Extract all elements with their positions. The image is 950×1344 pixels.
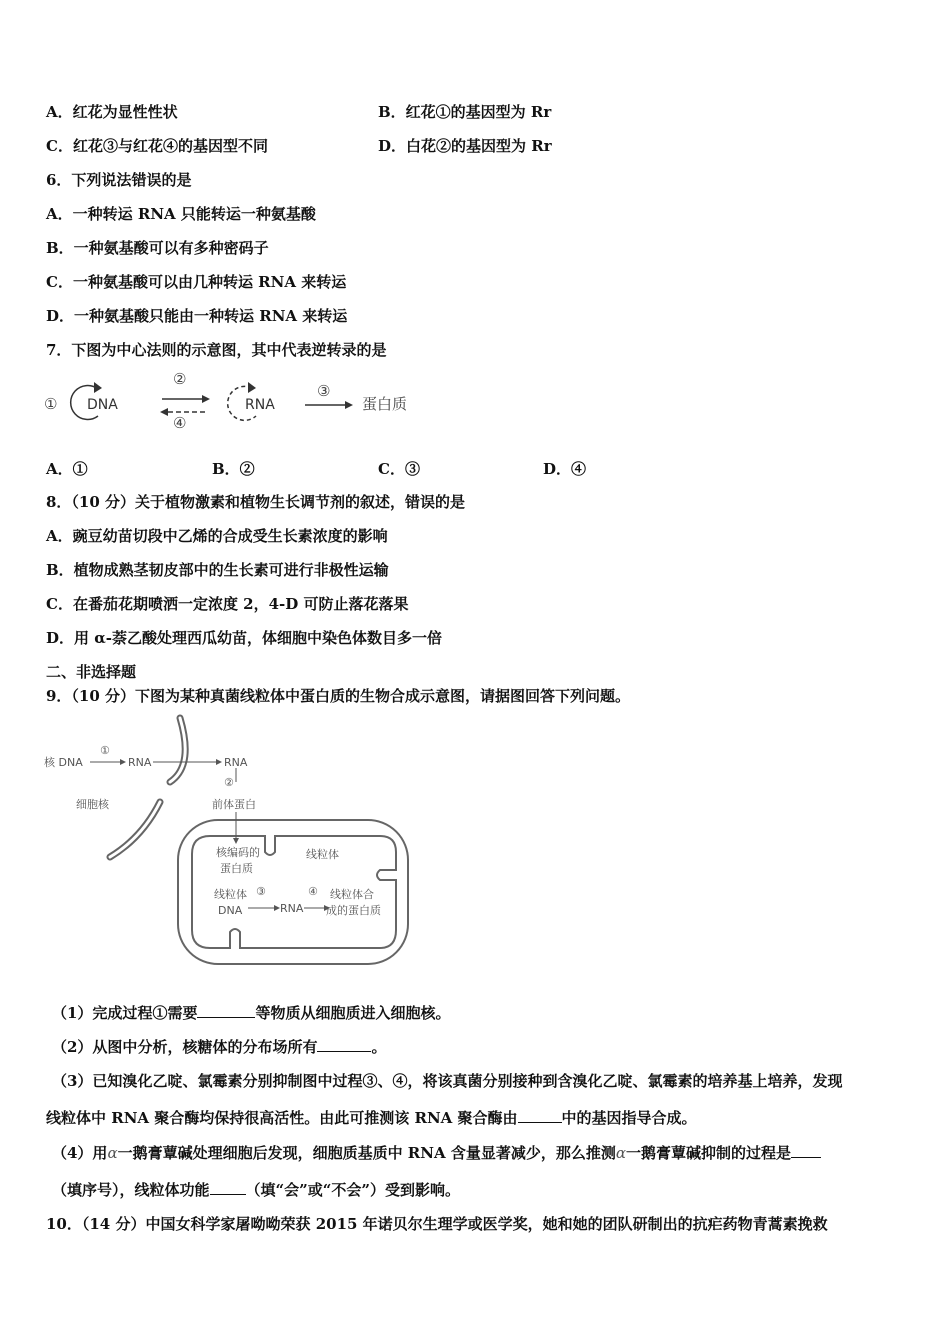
q9-part-3-line1: （3）已知溴化乙啶、氯霉素分别抑制图中过程③、④，将该真菌分别接种到含溴化乙啶、氯霉素的培养基上培养，发现 bbox=[52, 1072, 843, 1090]
label-precursor-protein: 前体蛋白 bbox=[212, 798, 256, 811]
q6-option-b: B．一种氨基酸可以有多种密码子 bbox=[46, 239, 269, 257]
label-1: ① bbox=[44, 395, 58, 413]
label-nucleus: 细胞核 bbox=[76, 798, 109, 811]
label-rna-3: RNA bbox=[280, 902, 304, 915]
section-heading: 二、非选择题 bbox=[46, 663, 137, 681]
q7-option-c: C．③ bbox=[378, 460, 420, 478]
q5-option-d: D．白花②的基因型为 Rr bbox=[378, 137, 552, 155]
label-process-2: ② bbox=[224, 776, 234, 789]
q8-option-a: A．豌豆幼苗切段中乙烯的合成受生长素浓度的影响 bbox=[46, 527, 388, 545]
q7-option-a: A．① bbox=[46, 460, 88, 478]
mitochondria-protein-synthesis-diagram bbox=[40, 712, 420, 977]
q9-part-2: （2）从图中分析，核糖体的分布场所有 。 bbox=[52, 1038, 387, 1056]
q5-option-c: C．红花③与红花④的基因型不同 bbox=[46, 137, 268, 155]
q6-option-d: D．一种氨基酸只能由一种转运 RNA 来转运 bbox=[46, 307, 348, 325]
q8-option-c: C．在番茄花期喷洒一定浓度 2，4-D 可防止落花落果 bbox=[46, 595, 409, 613]
label-rna-1: RNA bbox=[128, 756, 152, 769]
label-nuclear-dna: 核 DNA bbox=[44, 756, 83, 769]
label-3: ③ bbox=[317, 382, 331, 400]
replication-arrowhead bbox=[94, 382, 102, 393]
q7-stem: 7．下图为中心法则的示意图，其中代表逆转录的是 bbox=[46, 341, 387, 359]
q6-option-c: C．一种氨基酸可以由几种转运 RNA 来转运 bbox=[46, 273, 347, 291]
label-protein: 蛋白质 bbox=[362, 395, 408, 413]
label-2: ② bbox=[173, 370, 187, 388]
q8-option-d: D．用 α-萘乙酸处理西瓜幼苗，体细胞中染色体数目多一倍 bbox=[46, 629, 443, 647]
answer-blank-2[interactable] bbox=[317, 1037, 371, 1052]
q8-option-b: B．植物成熟茎韧皮部中的生长素可进行非极性运输 bbox=[46, 561, 389, 579]
answer-blank-1[interactable] bbox=[197, 1003, 255, 1018]
q6-option-a: A．一种转运 RNA 只能转运一种氨基酸 bbox=[46, 205, 316, 223]
label-mito-dna-2: DNA bbox=[218, 904, 243, 917]
label-nuclear-encoded-1: 核编码的 bbox=[216, 846, 260, 859]
q8-stem: 8．（10 分）关于植物激素和植物生长调节剂的叙述，错误的是 bbox=[46, 493, 466, 511]
label-process-3: ③ bbox=[256, 885, 266, 898]
q10-stem: 10．（14 分）中国女科学家屠呦呦荣获 2015 年诺贝尔生理学或医学奖，她和她的团队研制出的抗疟药物青蒿素挽救 bbox=[46, 1215, 828, 1233]
label-process-4: ④ bbox=[308, 885, 318, 898]
q6-stem: 6．下列说法错误的是 bbox=[46, 171, 192, 189]
central-dogma-diagram bbox=[40, 366, 440, 438]
label-4: ④ bbox=[173, 414, 187, 432]
nuclear-membrane-bottom bbox=[110, 802, 160, 857]
q7-option-d: D．④ bbox=[543, 460, 587, 478]
q5-option-b: B．红花①的基因型为 Rr bbox=[378, 103, 552, 121]
label-mito-dna-1: 线粒体 bbox=[214, 888, 247, 901]
q9-part-4-line2: （填序号），线粒体功能 （填“会”或“不会”）受到影响。 bbox=[52, 1181, 461, 1199]
label-mitochondrion: 线粒体 bbox=[306, 848, 339, 861]
q9-part-4-line1: （4）用α一鹅膏蕈碱处理细胞后发现，细胞质基质中 RNA 含量显著减少，那么推测α一鹅膏蕈碱抑制的过程是 bbox=[52, 1143, 821, 1163]
label-dna: DNA bbox=[87, 397, 118, 413]
answer-blank-4[interactable] bbox=[791, 1143, 821, 1158]
q9-stem: 9．（10 分）下图为某种真菌线粒体中蛋白质的生物合成示意图，请据图回答下列问题。 bbox=[46, 687, 631, 705]
label-rna-2: RNA bbox=[224, 756, 248, 769]
label-mito-protein-1: 线粒体合 bbox=[330, 888, 374, 901]
label-mito-protein-2: 成的蛋白质 bbox=[326, 904, 381, 917]
q9-part-1: （1）完成过程①需要 等物质从细胞质进入细胞核。 bbox=[52, 1004, 451, 1022]
answer-blank-3[interactable] bbox=[518, 1108, 562, 1123]
q5-option-a: A．红花为显性性状 bbox=[46, 103, 178, 121]
label-rna: RNA bbox=[245, 397, 275, 413]
q9-part-3-line2: 线粒体中 RNA 聚合酶均保持很高活性。由此可推测该 RNA 聚合酶由 中的基因指导合成。 bbox=[46, 1109, 697, 1127]
q7-option-b: B．② bbox=[212, 460, 255, 478]
label-nuclear-encoded-2: 蛋白质 bbox=[220, 862, 253, 875]
label-process-1: ① bbox=[100, 744, 110, 757]
answer-blank-5[interactable] bbox=[210, 1180, 246, 1195]
